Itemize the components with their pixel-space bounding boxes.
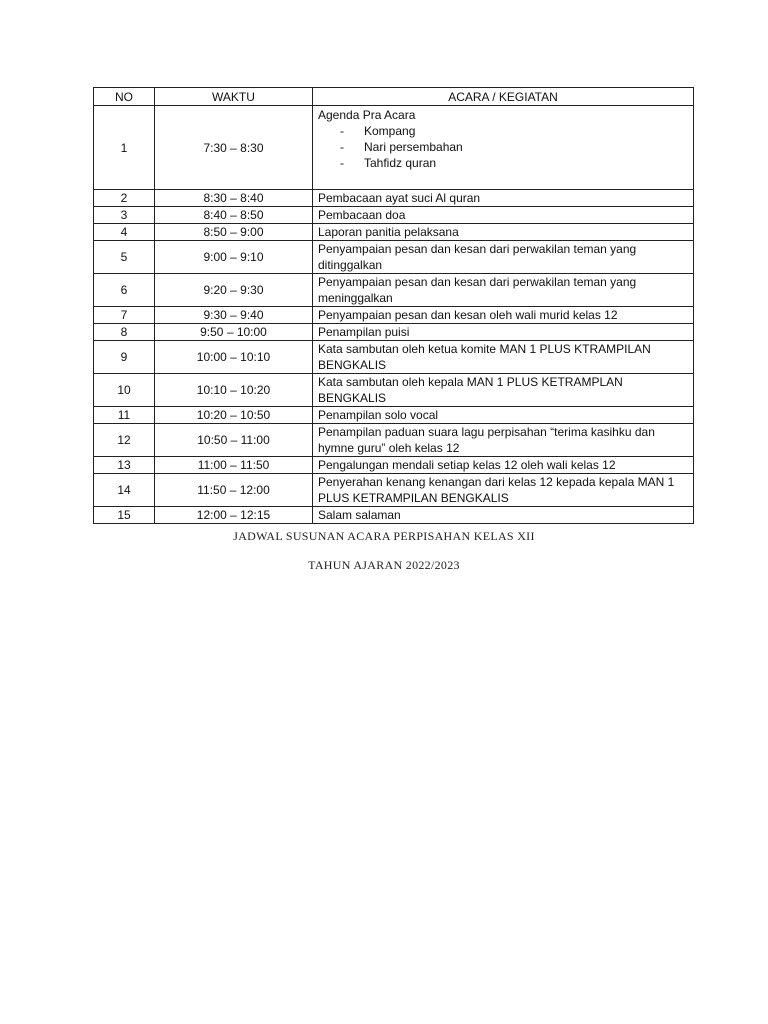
- list-item-text: Nari persembahan: [364, 140, 463, 154]
- table-row: [94, 241, 694, 274]
- cell-no: 14: [94, 474, 155, 507]
- cell-activity: Penampilan paduan suara lagu perpisahan “terima kasihku dan hymne guru” oleh kelas 12: [313, 424, 694, 457]
- cell-no: 2: [94, 190, 155, 207]
- agenda-list: [318, 123, 688, 171]
- list-item: [340, 123, 688, 139]
- table-row: [94, 106, 694, 190]
- cell-time: 9:20 – 9:30: [155, 274, 313, 307]
- header-activity: ACARA / KEGIATAN: [313, 88, 694, 106]
- table-row: [94, 307, 694, 324]
- cell-time: 8:30 – 8:40: [155, 190, 313, 207]
- cell-no: 8: [94, 324, 155, 341]
- cell-activity: Penyampaian pesan dan kesan oleh wali murid kelas 12: [313, 307, 694, 324]
- list-item-text: Kompang: [364, 124, 416, 138]
- table-row: [94, 507, 694, 524]
- list-item-text: Tahfidz quran: [364, 156, 437, 170]
- cell-time: 9:50 – 10:00: [155, 324, 313, 341]
- cell-no: 9: [94, 341, 155, 374]
- cell-activity: Laporan panitia pelaksana: [313, 224, 694, 241]
- cell-activity: Pembacaan doa: [313, 207, 694, 224]
- header-time: WAKTU: [155, 88, 313, 106]
- cell-no: 10: [94, 374, 155, 407]
- cell-time: 9:00 – 9:10: [155, 241, 313, 274]
- cell-no: 11: [94, 407, 155, 424]
- cell-activity: Penyampaian pesan dan kesan dari perwakilan teman yang meninggalkan: [313, 274, 694, 307]
- cell-activity: Penampilan puisi: [313, 324, 694, 341]
- agenda-title: Agenda Pra Acara: [318, 108, 416, 122]
- cell-time: 10:00 – 10:10: [155, 341, 313, 374]
- list-item: [340, 139, 688, 155]
- table-row: [94, 474, 694, 507]
- table-row: [94, 190, 694, 207]
- cell-activity: [313, 106, 694, 190]
- table-row: [94, 224, 694, 241]
- table-row: [94, 424, 694, 457]
- cell-no: 3: [94, 207, 155, 224]
- list-item: [340, 155, 688, 171]
- cell-time: 9:30 – 9:40: [155, 307, 313, 324]
- cell-no: 1: [94, 106, 155, 190]
- list-bullet: -: [340, 140, 344, 154]
- document-title: JADWAL SUSUNAN ACARA PERPISAHAN KELAS XII: [233, 529, 535, 543]
- table-row: [94, 324, 694, 341]
- cell-no: 13: [94, 457, 155, 474]
- cell-no: 7: [94, 307, 155, 324]
- cell-activity: Pengalungan mendali setiap kelas 12 oleh wali kelas 12: [313, 457, 694, 474]
- table-row: [94, 457, 694, 474]
- table-row: [94, 407, 694, 424]
- cell-time: 12:00 – 12:15: [155, 507, 313, 524]
- header-no: NO: [94, 88, 155, 106]
- table-row: [94, 274, 694, 307]
- cell-no: 12: [94, 424, 155, 457]
- academic-year: TAHUN AJARAN 2022/2023: [308, 558, 460, 572]
- cell-time: 11:50 – 12:00: [155, 474, 313, 507]
- cell-no: 15: [94, 507, 155, 524]
- cell-no: 5: [94, 241, 155, 274]
- list-bullet: -: [340, 156, 344, 170]
- cell-activity: Kata sambutan oleh kepala MAN 1 PLUS KETRAMPLAN BENGKALIS: [313, 374, 694, 407]
- table-row: [94, 207, 694, 224]
- cell-time: 10:10 – 10:20: [155, 374, 313, 407]
- cell-activity: Penampilan solo vocal: [313, 407, 694, 424]
- cell-no: 6: [94, 274, 155, 307]
- cell-time: 11:00 – 11:50: [155, 457, 313, 474]
- cell-time: 10:50 – 11:00: [155, 424, 313, 457]
- table-row: [94, 374, 694, 407]
- table-header-row: [94, 88, 694, 106]
- cell-time: 8:40 – 8:50: [155, 207, 313, 224]
- cell-activity: Penyampaian pesan dan kesan dari perwakilan teman yang ditinggalkan: [313, 241, 694, 274]
- schedule-table: [93, 87, 694, 524]
- table-row: [94, 341, 694, 374]
- cell-activity: Pembacaan ayat suci Al quran: [313, 190, 694, 207]
- cell-time: 8:50 – 9:00: [155, 224, 313, 241]
- list-bullet: -: [340, 124, 344, 138]
- cell-activity: Kata sambutan oleh ketua komite MAN 1 PLUS KTRAMPILAN BENGKALIS: [313, 341, 694, 374]
- cell-activity: Salam salaman: [313, 507, 694, 524]
- cell-time: 7:30 – 8:30: [155, 106, 313, 190]
- cell-time: 10:20 – 10:50: [155, 407, 313, 424]
- cell-activity: Penyerahan kenang kenangan dari kelas 12 kepada kepala MAN 1 PLUS KETRAMPILAN BENGKALIS: [313, 474, 694, 507]
- cell-no: 4: [94, 224, 155, 241]
